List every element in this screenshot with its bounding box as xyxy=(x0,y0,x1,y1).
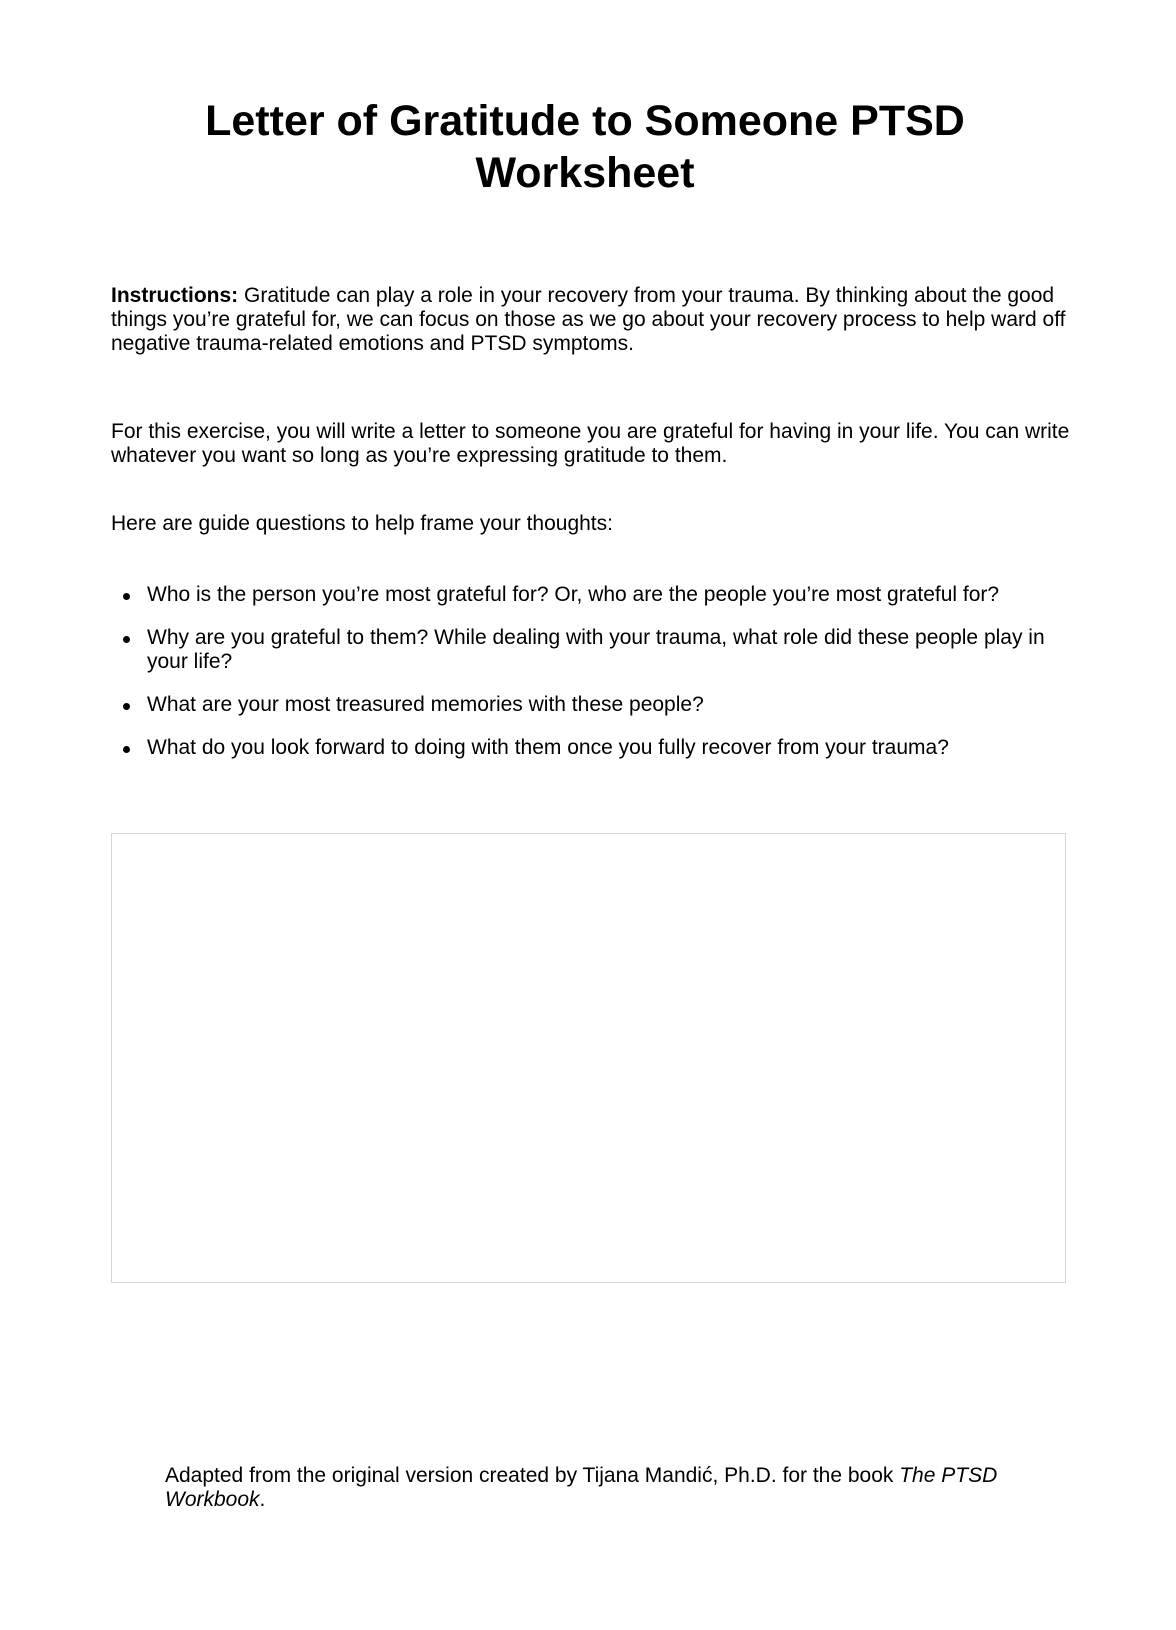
attribution-end: . xyxy=(259,1488,266,1511)
attribution-book-title: The PTSD Workbook xyxy=(165,1464,998,1511)
guide-questions-list xyxy=(111,583,1071,779)
guide-question-item xyxy=(111,583,1071,607)
guide-intro: Here are guide questions to help frame your thoughts: xyxy=(111,512,613,535)
attribution-note xyxy=(165,1464,1025,1512)
guide-question-text: What do you look forward to doing with them once you fully recover from your trauma? xyxy=(147,736,949,759)
guide-question-item xyxy=(111,736,1071,760)
exercise-paragraph: For this exercise, you will write a letter to someone you are grateful for having in your life. You can write whatever you want so long as you’re expressing gratitude to them. xyxy=(111,420,1070,467)
guide-question-text: Why are you grateful to them? While dealing with your trauma, what role did these people play in your life? xyxy=(147,626,1045,673)
guide-question-text: Who is the person you’re most grateful for? Or, who are the people you’re most grateful for? xyxy=(147,583,1000,606)
bullet-icon xyxy=(123,746,130,753)
bullet-icon xyxy=(123,636,130,643)
attribution-text: Adapted from the original version created by Tijana Mandić, Ph.D. for the book xyxy=(165,1464,900,1487)
instructions-text: Gratitude can play a role in your recovery from your trauma. By thinking about the good things you’re grateful for, we can focus on those as we go about your recovery process to help ward off negative trauma-related emotions and PTSD symptoms. xyxy=(111,284,1066,355)
guide-question-item xyxy=(111,626,1071,674)
bullet-icon xyxy=(123,593,130,600)
guide-question-item xyxy=(111,693,1071,717)
instructions-paragraph xyxy=(111,284,1071,356)
instructions-label: Instructions: xyxy=(111,284,239,307)
guide-question-text: What are your most treasured memories with these people? xyxy=(147,693,704,716)
letter-writing-box[interactable] xyxy=(111,833,1066,1283)
bullet-icon xyxy=(123,703,130,710)
page-title: Letter of Gratitude to Someone PTSD Worksheet xyxy=(205,97,965,197)
